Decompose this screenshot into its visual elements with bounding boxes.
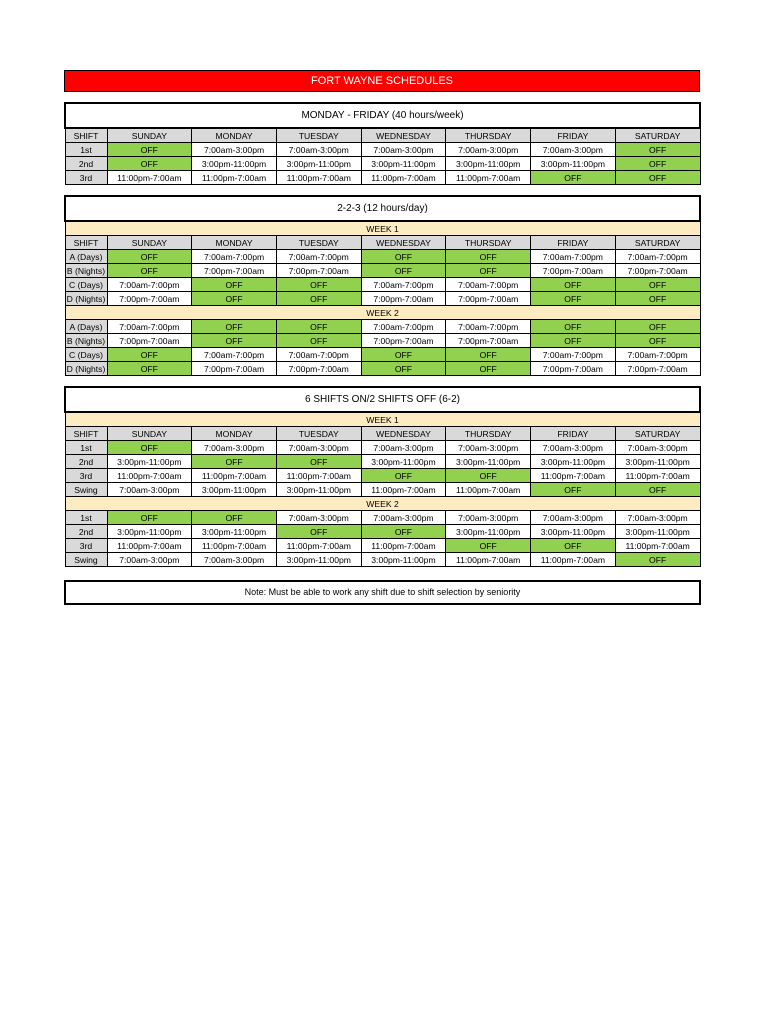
off-cell: OFF xyxy=(615,292,700,306)
shift-time-cell: 7:00pm-7:00am xyxy=(107,334,192,348)
shift-time-cell: 3:00pm-11:00pm xyxy=(276,483,361,497)
shift-label: D (Nights) xyxy=(66,363,106,374)
day-column-header: THURSDAY xyxy=(446,236,531,250)
shift-time-cell: 3:00pm-11:00pm xyxy=(192,157,277,171)
off-cell: OFF xyxy=(531,171,616,185)
table-row xyxy=(65,539,700,553)
off-cell: OFF xyxy=(361,250,446,264)
shift-time-cell: 3:00pm-11:00pm xyxy=(192,483,277,497)
day-column-header: MONDAY xyxy=(192,427,277,441)
off-cell: OFF xyxy=(107,264,192,278)
shift-time-cell: 7:00am-7:00pm xyxy=(192,250,277,264)
day-column-header: FRIDAY xyxy=(531,236,616,250)
day-column-header: TUESDAY xyxy=(276,128,361,143)
off-cell: OFF xyxy=(107,157,192,171)
shift-time-cell: 7:00am-7:00pm xyxy=(276,250,361,264)
day-column-header: WEDNESDAY xyxy=(361,128,446,143)
off-cell: OFF xyxy=(276,320,361,334)
shift-time-cell: 7:00am-7:00pm xyxy=(361,278,446,292)
shift-label: 2nd xyxy=(65,455,107,469)
shift-time-cell: 11:00pm-7:00am xyxy=(531,553,616,567)
off-cell: OFF xyxy=(276,278,361,292)
off-cell: OFF xyxy=(446,264,531,278)
off-cell: OFF xyxy=(615,553,700,567)
schedule-title: 6 SHIFTS ON/2 SHIFTS OFF (6-2) xyxy=(65,387,700,412)
shift-time-cell: 3:00pm-11:00pm xyxy=(276,157,361,171)
shift-time-cell: 7:00am-7:00pm xyxy=(446,320,531,334)
seniority-note: Note: Must be able to work any shift due to shift selection by seniority xyxy=(64,580,701,605)
week-label: WEEK 2 xyxy=(65,497,700,511)
table-row xyxy=(65,469,700,483)
shift-time-cell: 7:00am-7:00pm xyxy=(192,348,277,362)
shift-time-cell: 7:00am-7:00pm xyxy=(531,348,616,362)
shift-time-cell: 7:00am-7:00pm xyxy=(361,320,446,334)
shift-time-cell: 7:00pm-7:00am xyxy=(615,264,700,278)
shift-label: Swing xyxy=(65,553,107,567)
week-row xyxy=(65,306,700,320)
off-cell: OFF xyxy=(192,511,277,525)
week-row xyxy=(65,412,700,427)
off-cell: OFF xyxy=(107,143,192,157)
day-column-header: SATURDAY xyxy=(615,427,700,441)
shift-time-cell: 3:00pm-11:00pm xyxy=(276,553,361,567)
shift-time-cell: 11:00pm-7:00am xyxy=(107,171,192,185)
off-cell: OFF xyxy=(361,264,446,278)
off-cell: OFF xyxy=(107,511,192,525)
off-cell: OFF xyxy=(446,469,531,483)
shift-time-cell: 11:00pm-7:00am xyxy=(615,539,700,553)
week-row xyxy=(65,221,700,236)
shift-time-cell: 7:00am-7:00pm xyxy=(107,278,192,292)
day-column-header: WEDNESDAY xyxy=(361,427,446,441)
shift-time-cell: 7:00pm-7:00am xyxy=(361,292,446,306)
shift-time-cell: 7:00am-3:00pm xyxy=(107,483,192,497)
shift-label: Swing xyxy=(65,483,107,497)
shift-label: 1st xyxy=(65,511,107,525)
shift-time-cell: 11:00pm-7:00am xyxy=(615,469,700,483)
shift-time-cell: 7:00am-3:00pm xyxy=(192,143,277,157)
off-cell: OFF xyxy=(361,525,446,539)
off-cell: OFF xyxy=(192,455,277,469)
shift-label: 2nd xyxy=(65,525,107,539)
header-row xyxy=(65,236,700,250)
table-row xyxy=(65,250,700,264)
table-row xyxy=(65,511,700,525)
off-cell: OFF xyxy=(446,362,531,376)
shift-time-cell: 11:00pm-7:00am xyxy=(531,469,616,483)
page-title: FORT WAYNE SCHEDULES xyxy=(64,70,700,92)
day-column-header: FRIDAY xyxy=(531,128,616,143)
shift-label: 2nd xyxy=(65,157,107,171)
shift-time-cell: 7:00pm-7:00am xyxy=(361,334,446,348)
shift-time-cell: 7:00pm-7:00am xyxy=(192,264,277,278)
shift-time-cell: 3:00pm-11:00pm xyxy=(531,157,616,171)
shift-time-cell: 11:00pm-7:00am xyxy=(276,469,361,483)
week-label: WEEK 2 xyxy=(65,306,700,320)
header-row xyxy=(65,427,700,441)
shift-time-cell: 11:00pm-7:00am xyxy=(192,539,277,553)
day-column-header: SUNDAY xyxy=(107,128,192,143)
shift-time-cell: 11:00pm-7:00am xyxy=(446,483,531,497)
week-label: WEEK 1 xyxy=(65,221,700,236)
shift-time-cell: 3:00pm-11:00pm xyxy=(361,455,446,469)
shift-time-cell: 3:00pm-11:00pm xyxy=(446,455,531,469)
off-cell: OFF xyxy=(276,292,361,306)
shift-time-cell: 3:00pm-11:00pm xyxy=(531,455,616,469)
shift-time-cell: 7:00am-3:00pm xyxy=(615,441,700,455)
off-cell: OFF xyxy=(107,362,192,376)
shift-time-cell: 7:00am-7:00pm xyxy=(531,250,616,264)
off-cell: OFF xyxy=(276,525,361,539)
day-column-header: TUESDAY xyxy=(276,427,361,441)
off-cell: OFF xyxy=(615,483,700,497)
shift-label: C (Days) xyxy=(65,348,107,362)
shift-time-cell: 7:00am-7:00pm xyxy=(446,278,531,292)
shift-time-cell: 7:00am-3:00pm xyxy=(276,143,361,157)
off-cell: OFF xyxy=(615,157,700,171)
day-column-header: MONDAY xyxy=(192,236,277,250)
off-cell: OFF xyxy=(615,334,700,348)
schedule-table xyxy=(64,102,701,185)
shift-label: 3rd xyxy=(65,171,107,185)
shift-time-cell: 3:00pm-11:00pm xyxy=(192,525,277,539)
schedule-title: MONDAY - FRIDAY (40 hours/week) xyxy=(65,103,700,128)
shift-time-cell: 7:00pm-7:00am xyxy=(446,334,531,348)
shift-label: 1st xyxy=(65,143,107,157)
shift-time-cell: 7:00am-7:00pm xyxy=(107,320,192,334)
shift-time-cell: 7:00pm-7:00am xyxy=(615,362,700,376)
off-cell: OFF xyxy=(361,469,446,483)
table-row xyxy=(65,264,700,278)
shift-time-cell: 3:00pm-11:00pm xyxy=(615,525,700,539)
shift-time-cell: 11:00pm-7:00am xyxy=(107,539,192,553)
shift-column-header: SHIFT xyxy=(65,128,107,143)
table-row xyxy=(65,292,700,306)
shift-time-cell: 3:00pm-11:00pm xyxy=(361,553,446,567)
shift-label: 1st xyxy=(65,441,107,455)
off-cell: OFF xyxy=(615,278,700,292)
shift-time-cell: 7:00am-3:00pm xyxy=(361,511,446,525)
off-cell: OFF xyxy=(192,278,277,292)
shift-time-cell: 7:00am-7:00pm xyxy=(615,348,700,362)
off-cell: OFF xyxy=(531,539,616,553)
shift-time-cell: 7:00am-3:00pm xyxy=(276,511,361,525)
off-cell: OFF xyxy=(531,278,616,292)
off-cell: OFF xyxy=(446,539,531,553)
shift-column-header: SHIFT xyxy=(65,427,107,441)
shift-column-header: SHIFT xyxy=(65,236,107,250)
off-cell: OFF xyxy=(531,483,616,497)
off-cell: OFF xyxy=(615,171,700,185)
shift-label: B (Nights) xyxy=(66,335,106,346)
shift-time-cell: 7:00pm-7:00am xyxy=(192,362,277,376)
shift-time-cell: 7:00pm-7:00am xyxy=(276,362,361,376)
day-column-header: WEDNESDAY xyxy=(361,236,446,250)
day-column-header: FRIDAY xyxy=(531,427,616,441)
day-column-header: SATURDAY xyxy=(615,128,700,143)
off-cell: OFF xyxy=(531,334,616,348)
table-row xyxy=(65,525,700,539)
off-cell: OFF xyxy=(107,348,192,362)
day-column-header: THURSDAY xyxy=(446,128,531,143)
shift-time-cell: 7:00am-3:00pm xyxy=(446,441,531,455)
shift-time-cell: 7:00am-3:00pm xyxy=(361,143,446,157)
day-column-header: SATURDAY xyxy=(615,236,700,250)
day-column-header: MONDAY xyxy=(192,128,277,143)
shift-time-cell: 3:00pm-11:00pm xyxy=(361,157,446,171)
shift-time-cell: 11:00pm-7:00am xyxy=(361,539,446,553)
shift-time-cell: 7:00am-3:00pm xyxy=(276,441,361,455)
shift-label: D (Nights) xyxy=(66,293,106,304)
off-cell: OFF xyxy=(192,292,277,306)
shift-time-cell: 7:00am-3:00pm xyxy=(446,511,531,525)
off-cell: OFF xyxy=(107,441,192,455)
table-row xyxy=(65,455,700,469)
header-row xyxy=(65,128,700,143)
schedule-title-row xyxy=(65,387,700,412)
off-cell: OFF xyxy=(531,320,616,334)
off-cell: OFF xyxy=(361,362,446,376)
shift-time-cell: 7:00am-3:00pm xyxy=(107,553,192,567)
week-label: WEEK 1 xyxy=(65,412,700,427)
shift-time-cell: 7:00pm-7:00am xyxy=(531,264,616,278)
shift-time-cell: 11:00pm-7:00am xyxy=(446,171,531,185)
shift-time-cell: 3:00pm-11:00pm xyxy=(615,455,700,469)
shift-time-cell: 7:00pm-7:00am xyxy=(531,362,616,376)
off-cell: OFF xyxy=(361,348,446,362)
off-cell: OFF xyxy=(192,334,277,348)
shift-time-cell: 7:00am-3:00pm xyxy=(361,441,446,455)
shift-time-cell: 11:00pm-7:00am xyxy=(107,469,192,483)
shift-time-cell: 11:00pm-7:00am xyxy=(361,483,446,497)
shift-time-cell: 7:00pm-7:00am xyxy=(446,292,531,306)
table-row xyxy=(65,441,700,455)
shift-time-cell: 11:00pm-7:00am xyxy=(192,469,277,483)
off-cell: OFF xyxy=(446,348,531,362)
shift-time-cell: 7:00am-3:00pm xyxy=(531,511,616,525)
shift-label: A (Days) xyxy=(65,320,107,334)
shift-time-cell: 3:00pm-11:00pm xyxy=(446,157,531,171)
shift-label: B (Nights) xyxy=(66,265,106,276)
off-cell: OFF xyxy=(276,455,361,469)
shift-time-cell: 7:00pm-7:00am xyxy=(276,264,361,278)
shift-label: 3rd xyxy=(65,539,107,553)
table-row xyxy=(65,143,700,157)
shift-time-cell: 7:00pm-7:00am xyxy=(107,292,192,306)
schedule-table xyxy=(64,386,701,567)
shift-time-cell: 7:00am-3:00pm xyxy=(192,441,277,455)
day-column-header: SUNDAY xyxy=(107,236,192,250)
shift-time-cell: 7:00am-3:00pm xyxy=(446,143,531,157)
shift-time-cell: 11:00pm-7:00am xyxy=(276,539,361,553)
shift-time-cell: 11:00pm-7:00am xyxy=(276,171,361,185)
shift-time-cell: 3:00pm-11:00pm xyxy=(107,455,192,469)
shift-time-cell: 3:00pm-11:00pm xyxy=(531,525,616,539)
off-cell: OFF xyxy=(192,320,277,334)
table-row xyxy=(65,171,700,185)
table-row xyxy=(65,362,700,376)
shift-label: A (Days) xyxy=(65,250,107,264)
shift-time-cell: 7:00am-7:00pm xyxy=(615,250,700,264)
shift-time-cell: 7:00am-3:00pm xyxy=(192,553,277,567)
off-cell: OFF xyxy=(531,292,616,306)
shift-time-cell: 3:00pm-11:00pm xyxy=(107,525,192,539)
schedule-table xyxy=(64,195,701,376)
table-row xyxy=(65,334,700,348)
shift-time-cell: 7:00am-7:00pm xyxy=(276,348,361,362)
week-row xyxy=(65,497,700,511)
day-column-header: THURSDAY xyxy=(446,427,531,441)
day-column-header: TUESDAY xyxy=(276,236,361,250)
day-column-header: SUNDAY xyxy=(107,427,192,441)
schedule-title: 2-2-3 (12 hours/day) xyxy=(65,196,700,221)
shift-time-cell: 7:00am-3:00pm xyxy=(531,441,616,455)
schedule-title-row xyxy=(65,196,700,221)
shift-label: C (Days) xyxy=(65,278,107,292)
shift-time-cell: 11:00pm-7:00am xyxy=(361,171,446,185)
off-cell: OFF xyxy=(107,250,192,264)
table-row xyxy=(65,553,700,567)
table-row xyxy=(65,157,700,171)
shift-time-cell: 11:00pm-7:00am xyxy=(192,171,277,185)
table-row xyxy=(65,278,700,292)
table-row xyxy=(65,483,700,497)
shift-time-cell: 7:00am-3:00pm xyxy=(615,511,700,525)
off-cell: OFF xyxy=(615,143,700,157)
shift-time-cell: 3:00pm-11:00pm xyxy=(446,525,531,539)
schedule-title-row xyxy=(65,103,700,128)
off-cell: OFF xyxy=(276,334,361,348)
table-row xyxy=(65,320,700,334)
shift-time-cell: 11:00pm-7:00am xyxy=(446,553,531,567)
shift-label: 3rd xyxy=(65,469,107,483)
off-cell: OFF xyxy=(446,250,531,264)
table-row xyxy=(65,348,700,362)
off-cell: OFF xyxy=(615,320,700,334)
shift-time-cell: 7:00am-3:00pm xyxy=(531,143,616,157)
